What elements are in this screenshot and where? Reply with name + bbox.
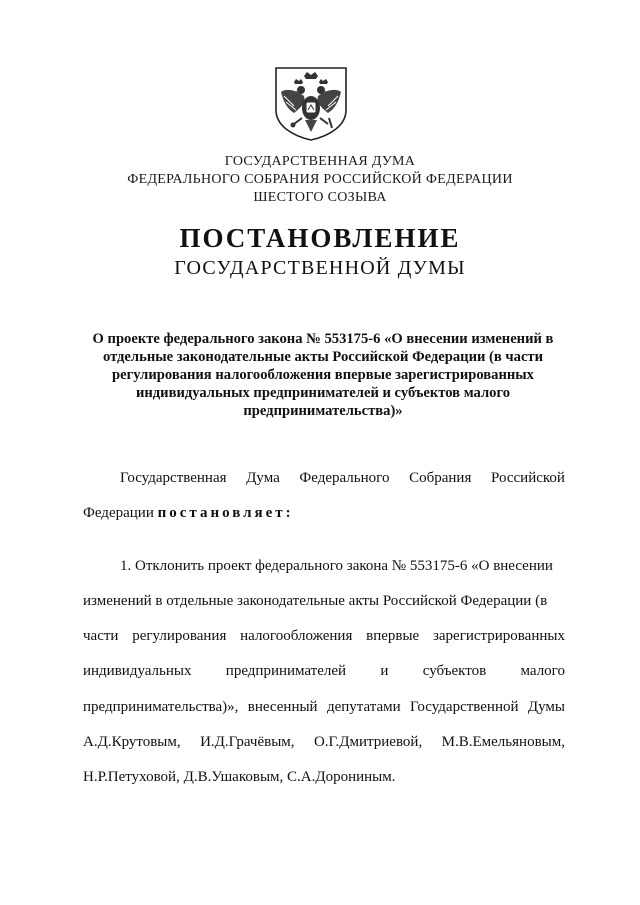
item-word: внесенный [247,699,318,715]
item-line-justified [83,697,565,717]
item-word: О.Г.Дмитриевой, [313,734,423,750]
item-line: изменений в отдельные законодательные акты Российской Федерации (в [83,593,548,609]
item-word: зарегистрированных [432,628,565,644]
resolution-verb: постановляет: [157,505,294,521]
preamble-word: Государственная [120,470,227,486]
russian-coat-of-arms-icon [274,66,348,142]
item-word: предпринимательства)», [83,699,239,715]
subject-line: индивидуальных предпринимателей и субъектов малого [135,385,511,401]
preamble-line-1 [83,468,565,488]
item-word: М.В.Емельяновым, [441,734,565,750]
item-word: индивидуальных [83,663,192,679]
item-word: регулирования [132,628,227,644]
item-word: малого [520,663,565,679]
document-type-subtitle: ГОСУДАРСТВЕННОЙ ДУМЫ [174,257,466,279]
header-line-2: ФЕДЕРАЛЬНОГО СОБРАНИЯ РОССИЙСКОЙ ФЕДЕРАЦИИ [127,172,513,187]
preamble-word: Российской [491,470,565,486]
preamble-word: Дума [246,470,280,486]
item-word: налогообложения [240,628,353,644]
item-word: Государственной [410,699,519,715]
issuer-header [0,153,640,207]
item-word: А.Д.Крутовым, [83,734,181,750]
preamble-line-2 [83,503,565,523]
preamble-word: Федерального [299,470,390,486]
item-word: и [380,663,389,679]
item-word: депутатами [326,699,401,715]
header-line-3: ШЕСТОГО СОЗЫВА [253,190,387,205]
item-word: субъектов [422,663,487,679]
preamble-text: Федерации [83,505,154,521]
item-line: 1. Отклонить проект федерального закона № 553175-6 «О внесении [120,558,553,574]
item-word: предпринимателей [225,663,347,679]
subject-line: О проекте федерального закона № 553175-6 «О внесении изменений в [92,331,554,347]
item-word: части [83,628,119,644]
subject-line: регулирования налогообложения впервые зарегистрированных [112,367,534,383]
document-type-title: ПОСТАНОВЛЕНИЕ [179,223,461,253]
item-word: впервые [366,628,420,644]
document-subject [80,330,566,420]
subject-line: отдельные законодательные акты Российской Федерации (в части [102,349,544,365]
item-line: Н.Р.Петуховой, Д.В.Ушаковым, С.А.Дорониным. [83,769,396,785]
subject-line: предпринимательства)» [243,403,403,419]
preamble-word: Собрания [409,470,472,486]
item-line-justified [83,661,565,681]
item-line-justified [83,626,565,646]
header-line-1: ГОСУДАРСТВЕННАЯ ДУМА [224,154,416,169]
item-line-justified [83,732,565,752]
item-word: Думы [527,699,565,715]
item-word: И.Д.Грачёвым, [200,734,295,750]
